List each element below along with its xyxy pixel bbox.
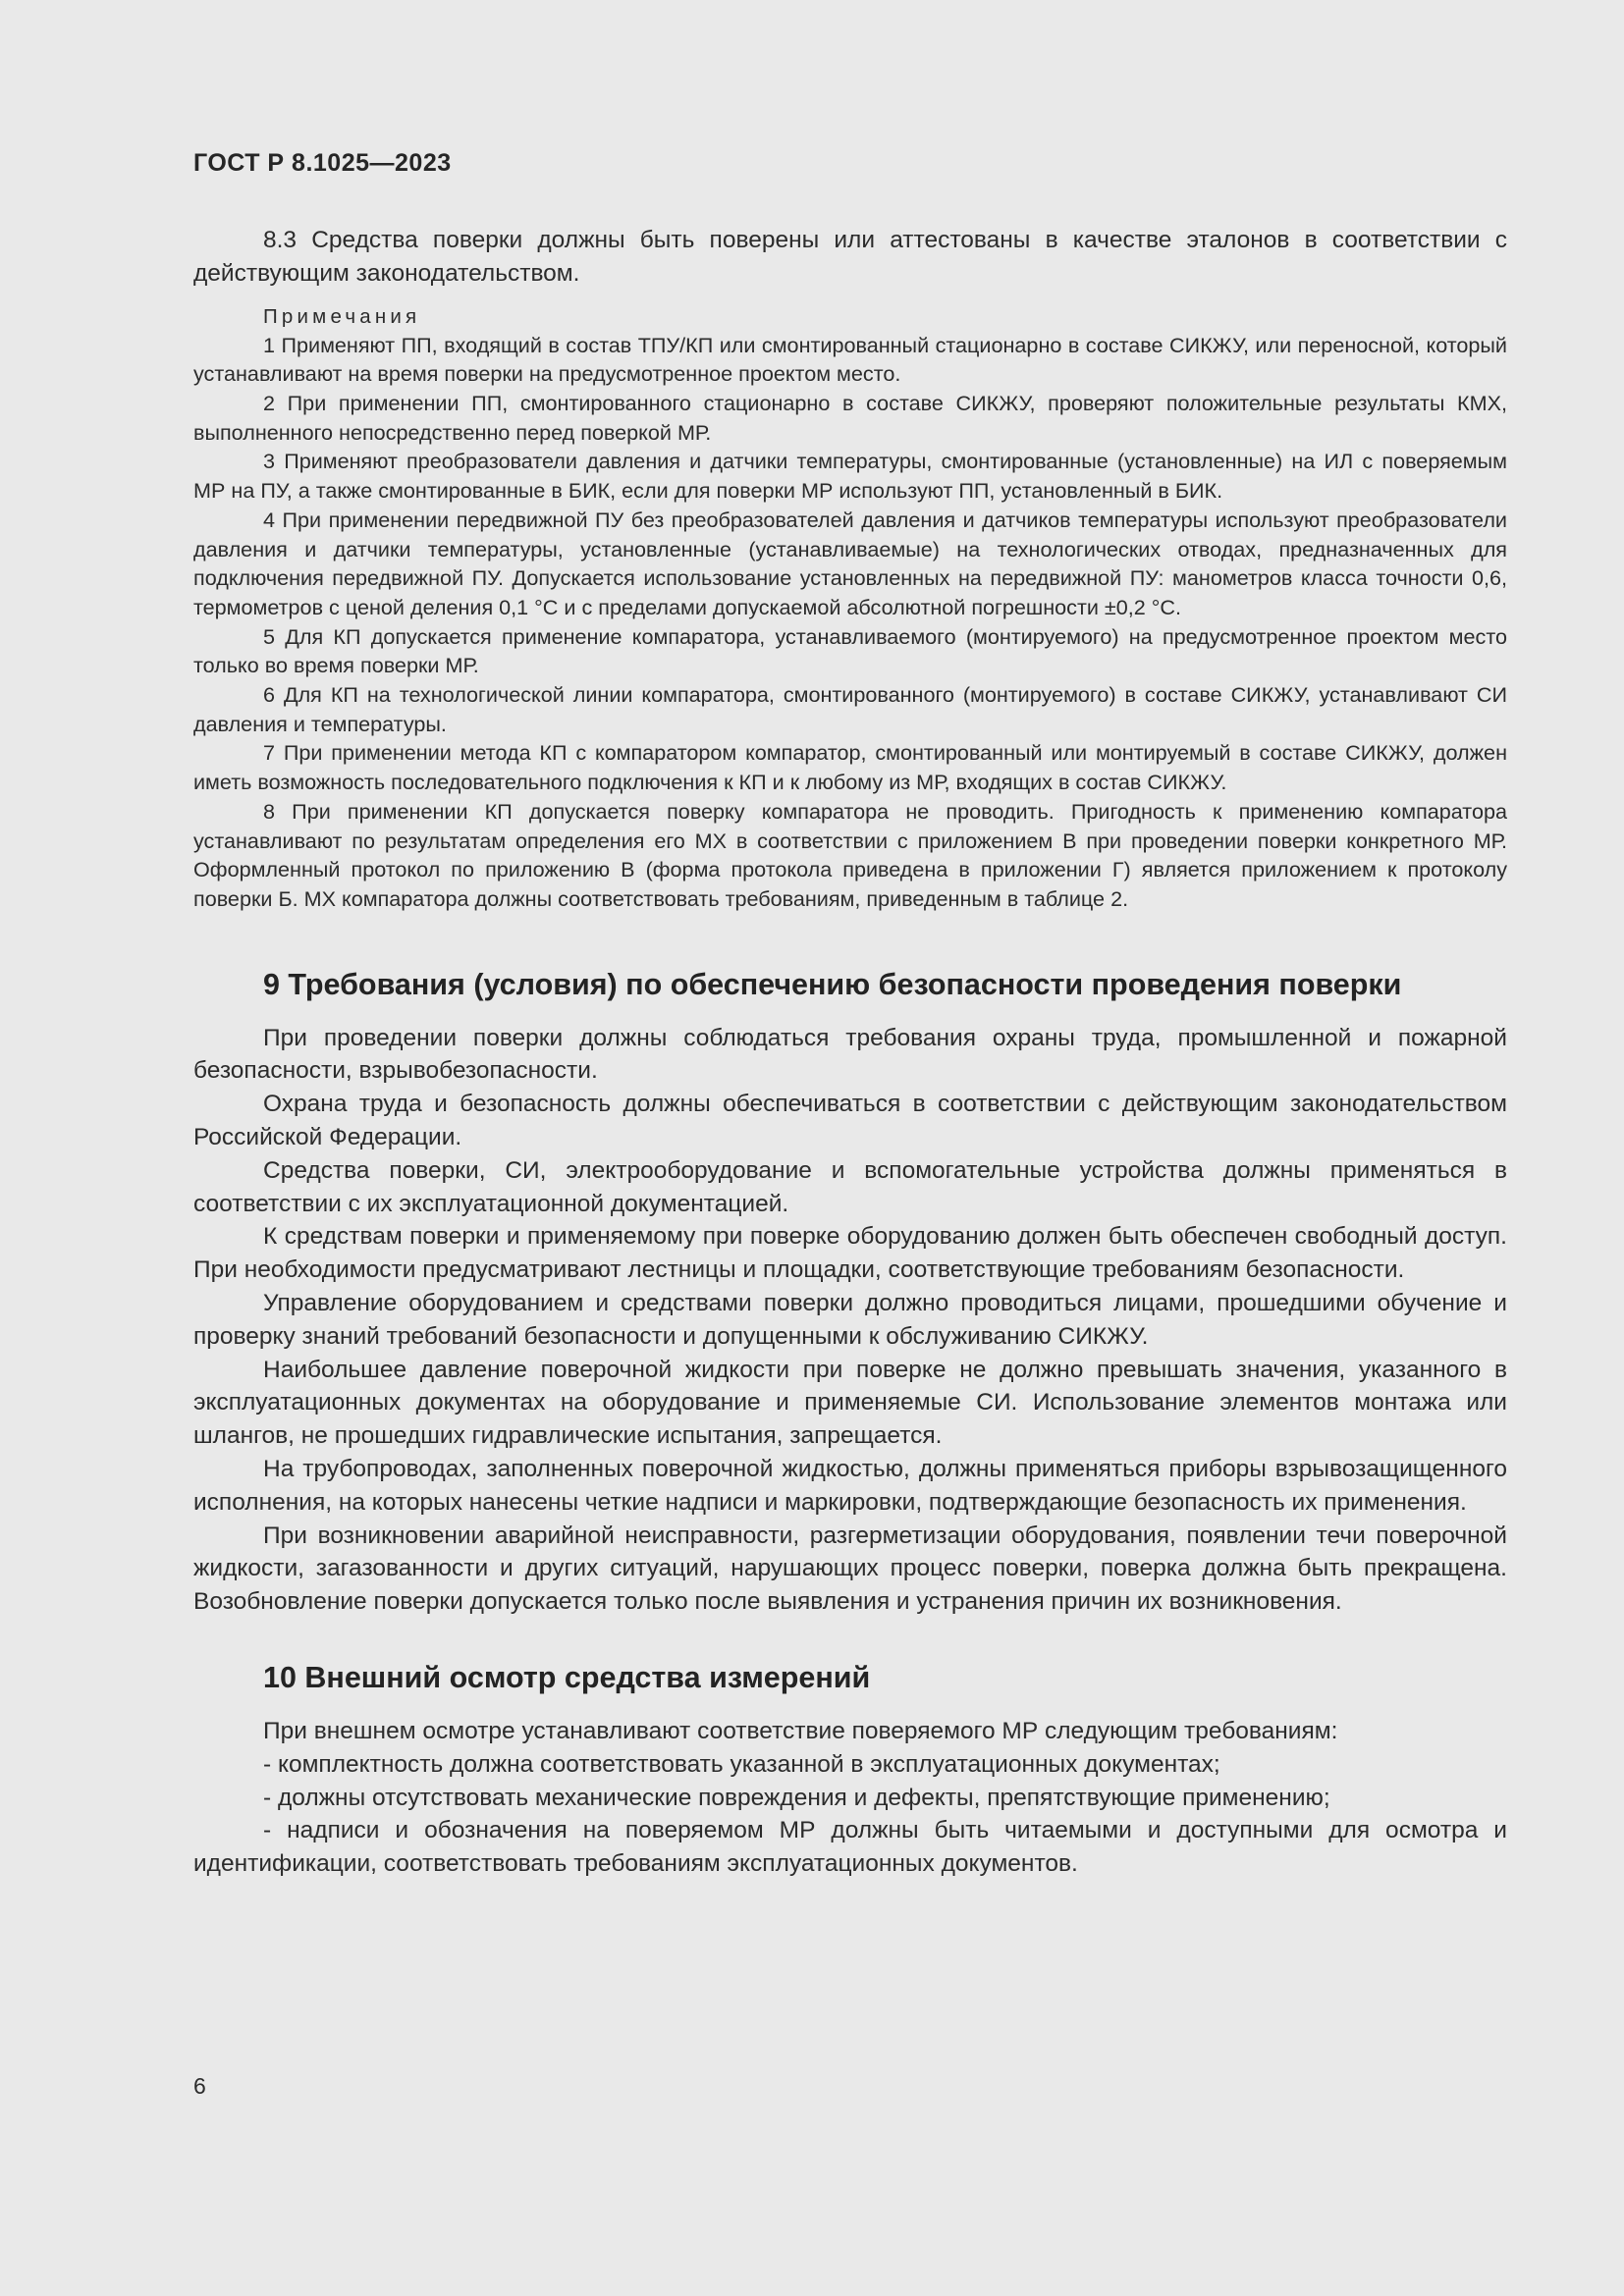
section-9-paragraph: К средствам поверки и применяемому при поверке оборудованию должен быть обеспечен свободный доступ. При необходимости предусматривают лестницы и площадки, соответствующие требованиям безопасности. bbox=[193, 1223, 1507, 1284]
note-item: 1 Применяют ПП, входящий в состав ТПУ/КП или смонтированный стационарно в составе СИКЖУ, или переносной, который устанавливают на время поверки на предусмотренное проектом место. bbox=[193, 332, 1507, 387]
note-item: 7 При применении метода КП с компаратором компаратор, смонтированный или монтируемый в составе СИКЖУ, должен иметь возможность последовательного подключения к КП и к любому из МР, входящих в состав СИКЖУ. bbox=[193, 740, 1507, 795]
section-9-paragraph: На трубопроводах, заполненных поверочной жидкостью, должны применяться приборы взрывозащищенного исполнения, на которых нанесены четкие надписи и маркировки, подтверждающие безопасность их применения. bbox=[193, 1456, 1507, 1516]
note-item: 6 Для КП на технологической линии компаратора, смонтированного (монтируемого) в составе СИКЖУ, устанавливают СИ давления и температуры. bbox=[193, 682, 1507, 736]
list-item: - комплектность должна соответствовать указанной в эксплуатационных документах; bbox=[263, 1750, 1220, 1778]
section-9-paragraph: При возникновении аварийной неисправности, разгерметизации оборудования, появлении течи поверочной жидкости, загазованности и других ситуаций, нарушающих процесс поверки, поверка должна быть прекращена. Возобновление поверки допускается только после выявления и устранения причин их возникновения. bbox=[193, 1522, 1507, 1616]
section-9-paragraph: Управление оборудованием и средствами поверки должно проводиться лицами, прошедшими обучение и проверку знаний требований безопасности и допущенными к обслуживанию СИКЖУ. bbox=[193, 1290, 1507, 1350]
page-number: 6 bbox=[193, 2073, 206, 2099]
section-9-paragraph: Средства поверки, СИ, электрооборудование и вспомогательные устройства должны применяться в соответствии с их эксплуатационной документацией. bbox=[193, 1156, 1507, 1217]
list-item: - должны отсутствовать механические повреждения и дефекты, препятствующие применению; bbox=[263, 1784, 1330, 1811]
note-item: 3 Применяют преобразователи давления и датчики температуры, смонтированные (установленные) на ИЛ с поверяемым МР на ПУ, а также смонтированные в БИК, если для поверки МР используют ПП, установленный в БИК. bbox=[193, 449, 1507, 504]
page-content bbox=[193, 224, 1507, 1881]
note-item: 2 При применении ПП, смонтированного стационарно в составе СИКЖУ, проверяют положительные результаты КМХ, выполненного непосредственно перед поверкой МР. bbox=[193, 391, 1507, 445]
section-10-lead: При внешнем осмотре устанавливают соответствие поверяемого МР следующим требованиям: bbox=[263, 1718, 1338, 1744]
section-9-paragraph: При проведении поверки должны соблюдаться требования охраны труда, промышленной и пожарной безопасности, взрывобезопасности. bbox=[193, 1024, 1507, 1085]
section-9-paragraph: Охрана труда и безопасность должны обеспечиваться в соответствии с действующим законодательством Российской Федерации. bbox=[193, 1091, 1507, 1151]
section-9-paragraph: Наибольшее давление поверочной жидкости при поверке не должно превышать значения, указанного в эксплуатационных документах на оборудование и применяемые СИ. Использование элементов монтажа или шлангов, не прошедших гидравлические испытания, запрещается. bbox=[193, 1356, 1507, 1450]
section-10-heading: 10 Внешний осмотр средства измерений bbox=[263, 1661, 871, 1694]
paragraph-8-3: 8.3 Средства поверки должны быть поверены или аттестованы в качестве эталонов в соответствии с действующим законодательством. bbox=[193, 227, 1507, 287]
note-item: 5 Для КП допускается применение компаратора, устанавливаемого (монтируемого) на предусмотренное проектом место только во время поверки МР. bbox=[193, 623, 1507, 678]
notes-title: Примечания bbox=[263, 304, 421, 328]
note-item: 8 При применении КП допускается поверку компаратора не проводить. Пригодность к применению компаратора устанавливают по результатам определения его МХ в соответствии с приложением В при проведении поверки конкретного МР. Оформленный протокол по приложению В (форма протокола приведена в приложении Г) является приложением к протоколу поверки Б. МХ компаратора должны соответствовать требованиям, приведенным в таблице 2. bbox=[193, 798, 1507, 911]
note-item: 4 При применении передвижной ПУ без преобразователей давления и датчиков температуры используют преобразователи давления и датчики температуры, установленные (устанавливаемые) на технологических отводах, предназначенных для подключения передвижной ПУ. Допускается использование установленных на передвижной ПУ: манометров класса точности 0,6, термометров с ценой деления 0,1 °C и с пределами допускаемой абсолютной погрешности ±0,2 °C. bbox=[193, 507, 1507, 619]
list-item: - надписи и обозначения на поверяемом МР должны быть читаемыми и доступными для осмотра и идентификации, соответствовать требованиям эксплуатационных документов. bbox=[193, 1817, 1507, 1878]
section-9-heading: 9 Требования (условия) по обеспечению безопасности проведения поверки bbox=[263, 967, 1402, 1001]
document-code-header: ГОСТ Р 8.1025—2023 bbox=[193, 149, 452, 177]
